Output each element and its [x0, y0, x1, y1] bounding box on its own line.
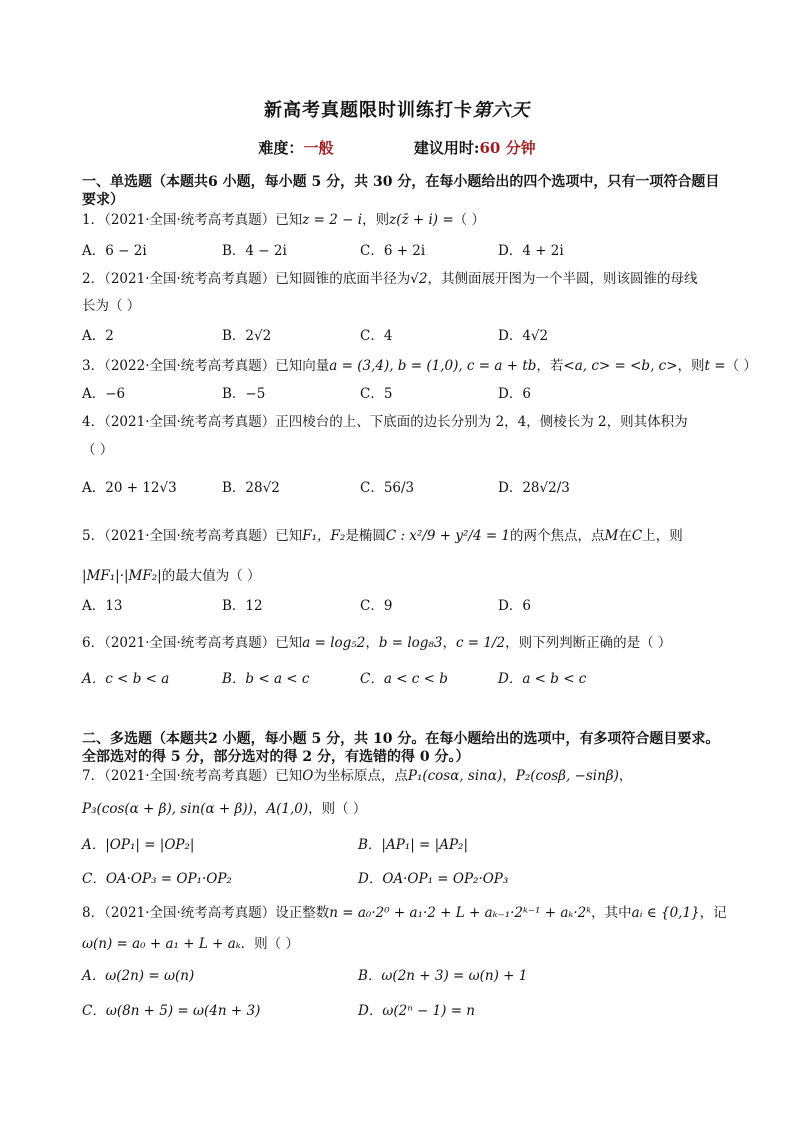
q2-option-d: D．4√2 [498, 328, 549, 344]
section-1-heading: 一、单选题（本题共6 小题，每小题 5 分，共 30 分，在每小题给出的四个选项中，只有一项符合题目 要求） [82, 174, 720, 208]
question-7: 7．（2021·全国·统考高考真题）已知O为坐标原点，点P₁(cosα, sinα)，P₂(cosβ, −sinβ)， [82, 768, 633, 784]
q2-option-c: C．4 [360, 328, 393, 344]
q2-option-b: B．2√2 [222, 328, 272, 344]
q1-option-b: B．4 − 2i [222, 243, 287, 259]
question-7-cont: P₃(cos(α + β), sin(α + β))，A(1,0)，则（ ） [82, 801, 367, 817]
exam-meta [0, 137, 794, 158]
q6-option-b: B．b < a < c [222, 671, 310, 687]
q6-option-c: C．a < c < b [360, 671, 448, 687]
q1-option-a: A．6 − 2i [82, 243, 147, 259]
q7-option-b: B．|AP₁| = |AP₂| [358, 837, 468, 853]
q4-option-a: A．20 + 12√3 [82, 480, 177, 496]
q3-option-b: B．−5 [222, 386, 266, 402]
q2-option-a: A．2 [82, 328, 114, 344]
q7-option-d: D．OA·OP₁ = OP₂·OP₃ [358, 871, 509, 887]
q6-option-d: D．a < b < c [498, 671, 587, 687]
question-2: 2．（2021·全国·统考高考真题）已知圆锥的底面半径为√2，其侧面展开图为一个半圆，则该圆锥的母线 [82, 271, 698, 287]
q5-option-b: B．12 [222, 598, 263, 614]
page-title [0, 96, 794, 122]
q8-option-c: C．ω(8n + 5) = ω(4n + 3) [82, 1003, 261, 1019]
section-2-heading: 二、多选题（本题共2 小题，每小题 5 分，共 10 分。在每小题给出的选项中，有多项符合题目要求。 全部选对的得 5 分，部分选对的得 2 分，有选错的得 0 分。） [82, 731, 720, 765]
q8-option-b: B．ω(2n + 3) = ω(n) + 1 [358, 968, 528, 984]
q8-option-a: A．ω(2n) = ω(n) [82, 968, 195, 984]
q5-option-a: A．13 [82, 598, 123, 614]
q4-option-d: D．28√2/3 [498, 480, 570, 496]
q3-option-c: C．5 [360, 386, 393, 402]
q4-option-c: C．56/3 [360, 480, 415, 496]
question-2-cont: 长为（ ） [82, 298, 141, 314]
question-4: 4．（2021·全国·统考高考真题）正四棱台的上、下底面的边长分别为 2，4，侧棱长为 2，则其体积为 [82, 414, 688, 430]
q7-option-c: C．OA·OP₃ = OP₁·OP₂ [82, 871, 232, 887]
difficulty-value: 一般 [303, 139, 334, 157]
q5-option-c: C．9 [360, 598, 393, 614]
question-8-cont: ω(n) = a₀ + a₁ + L + aₖ．则（ ） [82, 936, 299, 952]
title-main: 新高考真题限时训练打卡 [264, 100, 473, 121]
q1-option-d: D．4 + 2i [498, 243, 564, 259]
question-4-cont: （ ） [82, 442, 114, 458]
q7-option-a: A．|OP₁| = |OP₂| [82, 837, 195, 853]
question-5: 5．（2021·全国·统考高考真题）已知F₁，F₂是椭圆C : x²/9 + y²/4 = 1的两个焦点，点M在C上，则 [82, 528, 683, 544]
q4-option-b: B．28√2 [222, 480, 280, 496]
time-value: 60 分钟 [479, 139, 536, 157]
q8-option-d: D．ω(2ⁿ − 1) = n [358, 1003, 475, 1019]
time-label: 建议用时: [413, 139, 480, 157]
q1-option-c: C．6 + 2i [360, 243, 426, 259]
q6-option-a: A．c < b < a [82, 671, 170, 687]
question-5-cont: |MF₁|·|MF₂|的最大值为（ ） [82, 568, 261, 584]
question-3: 3．（2022·全国·统考高考真题）已知向量a = (3,4), b = (1,0), c = a + tb，若<a, c> = <b, c>，则t =（ ） [82, 358, 757, 374]
difficulty-label: 难度： [258, 139, 304, 157]
question-1: 1．（2021·全国·统考高考真题）已知z = 2 − i，则z(z̄ + i) =（ ） [82, 212, 485, 228]
q3-option-d: D．6 [498, 386, 531, 402]
q5-option-d: D．6 [498, 598, 531, 614]
q3-option-a: A．−6 [82, 386, 126, 402]
question-8: 8．（2021·全国·统考高考真题）设正整数n = a₀·2⁰ + a₁·2 + L + aₖ₋₁·2ᵏ⁻¹ + aₖ·2ᵏ，其中aᵢ ∈ {0,1}，记 [82, 905, 727, 921]
title-day: 第六天 [473, 100, 530, 121]
question-6: 6．（2021·全国·统考高考真题）已知a = log₅2，b = log₈3，c = 1/2，则下列判断正确的是（ ） [82, 635, 672, 651]
